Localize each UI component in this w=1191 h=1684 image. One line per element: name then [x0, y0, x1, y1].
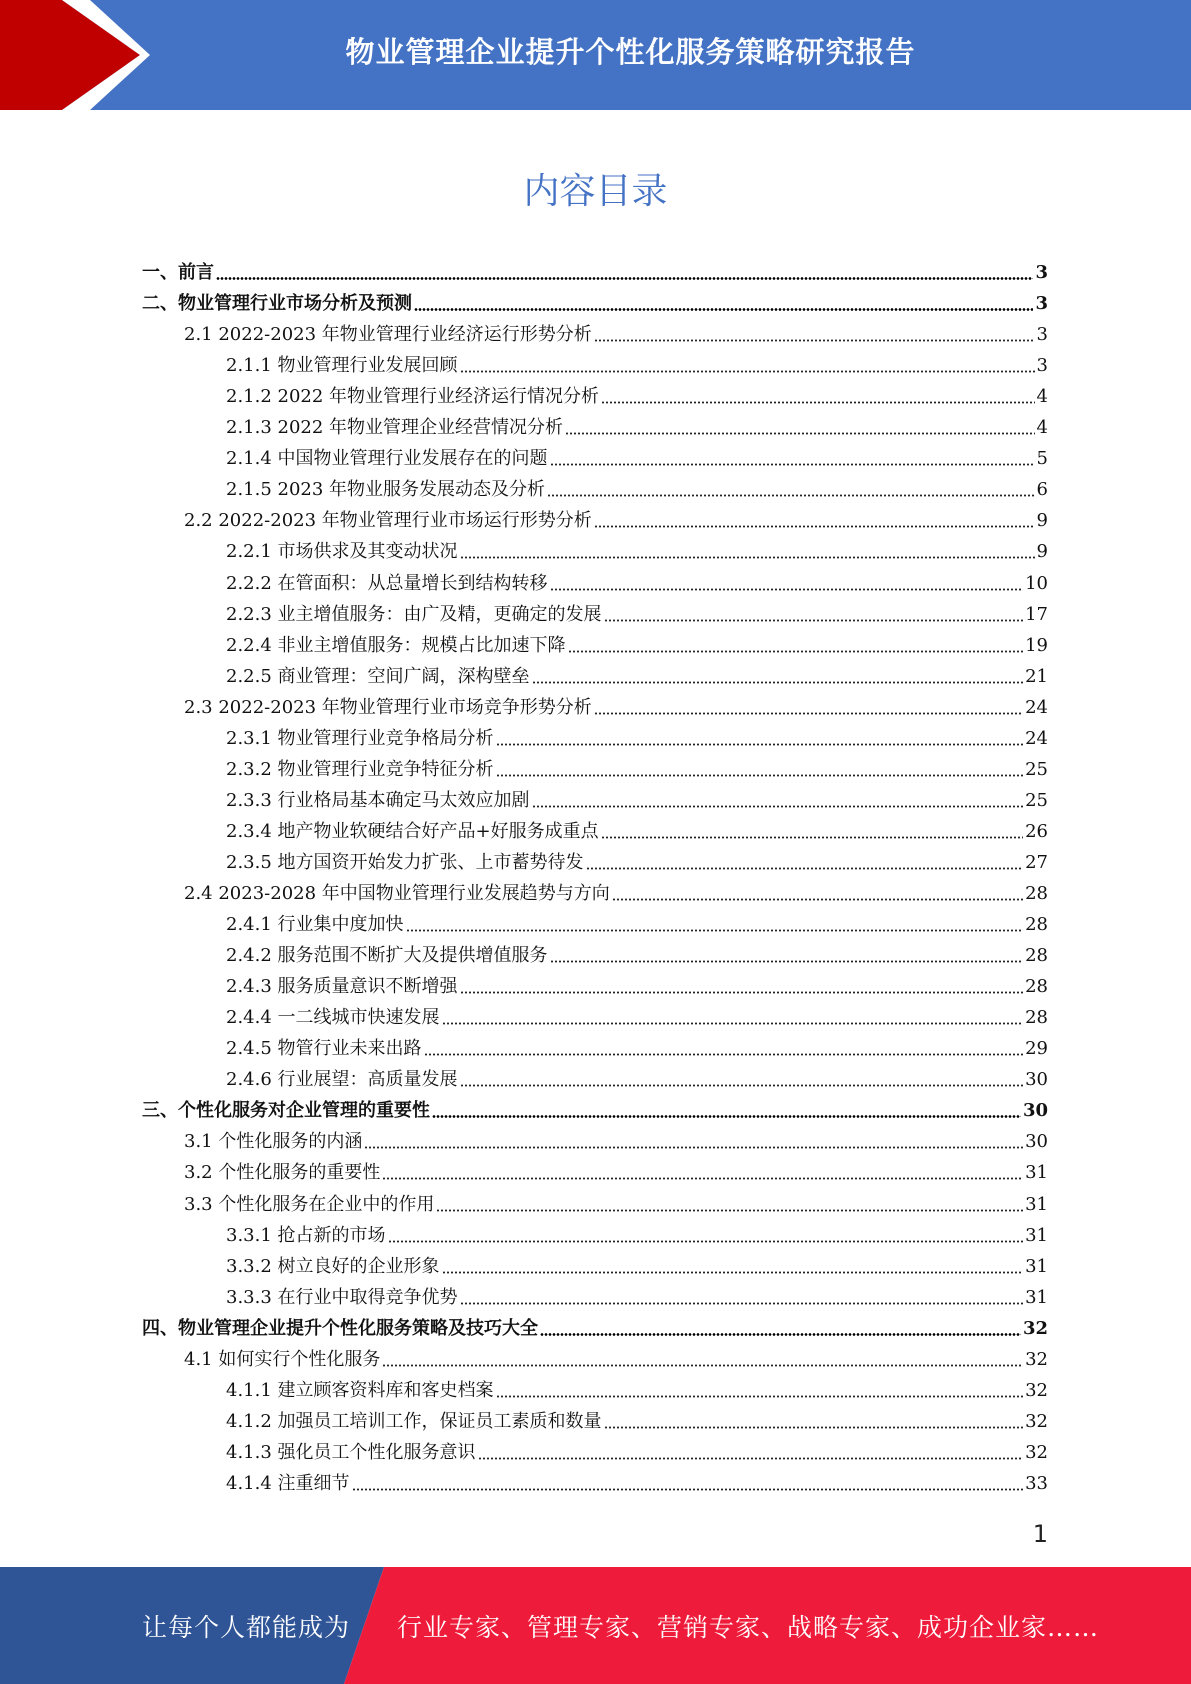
toc-entry-page: 26 — [1025, 820, 1048, 842]
toc-entry[interactable] — [226, 439, 1048, 470]
toc-leader-dots — [586, 867, 1024, 870]
toc-leader-dots — [612, 898, 1023, 901]
toc-entry-page: 28 — [1025, 976, 1048, 998]
toc-entry-title: 4.1.3 强化员工个性化服务意识 — [226, 1441, 476, 1463]
toc-entry-page: 21 — [1025, 665, 1048, 687]
toc-entry-title: 3.1 个性化服务的内涵 — [184, 1131, 363, 1153]
toc-entry-page: 5 — [1036, 448, 1048, 470]
toc-entry[interactable] — [226, 408, 1048, 439]
toc-entry-page: 32 — [1025, 1410, 1048, 1432]
toc-entry[interactable] — [142, 284, 1048, 315]
toc-leader-dots — [352, 1488, 1024, 1491]
footer-banner — [0, 1567, 1191, 1684]
toc-entry-page: 30 — [1025, 1069, 1048, 1091]
toc-leader-dots — [550, 960, 1024, 963]
toc-leader-dots — [532, 681, 1024, 684]
toc-entry-page: 24 — [1025, 727, 1048, 749]
toc-entry-title: 2.2.3 业主增值服务：由广及精，更确定的发展 — [226, 603, 602, 625]
toc-entry-title: 四、物业管理企业提升个性化服务策略及技巧大全 — [142, 1317, 538, 1339]
toc-entry-title: 2.4.4 一二线城市快速发展 — [226, 1007, 440, 1029]
toc-entry-title: 2.2 2022-2023 年物业管理行业市场运行形势分析 — [184, 510, 592, 532]
toc-entry-page: 31 — [1025, 1224, 1048, 1246]
toc-entry[interactable] — [184, 688, 1048, 719]
toc-entry-page: 32 — [1025, 1379, 1048, 1401]
toc-entry-page: 4 — [1036, 417, 1048, 439]
toc-entry[interactable] — [226, 564, 1048, 595]
toc-entry-page: 9 — [1036, 541, 1048, 563]
toc-leader-dots — [547, 494, 1034, 497]
toc-entry[interactable] — [184, 315, 1048, 346]
toc-entry-title: 三、个性化服务对企业管理的重要性 — [142, 1100, 430, 1122]
toc-leader-dots — [364, 1146, 1023, 1149]
toc-entry-title: 2.3.4 地产物业软硬结合好产品+好服务成重点 — [226, 820, 599, 842]
toc-leader-dots — [216, 277, 1033, 280]
toc-leader-dots — [594, 525, 1035, 528]
toc-leader-dots — [550, 588, 1024, 591]
toc-entry[interactable] — [226, 532, 1048, 563]
toc-leader-dots — [478, 1457, 1024, 1460]
toc-entry-title: 2.4 2023-2028 年中国物业管理行业发展趋势与方向 — [184, 883, 610, 904]
toc-entry-page: 19 — [1025, 634, 1048, 656]
toc-entry[interactable] — [226, 998, 1048, 1029]
toc-entry-title: 2.1 2022-2023 年物业管理行业经济运行形势分析 — [184, 324, 592, 346]
toc-entry-page: 24 — [1025, 696, 1048, 718]
header-banner — [0, 0, 1191, 110]
toc-entry-title: 2.3.1 物业管理行业竞争格局分析 — [226, 727, 494, 749]
toc-leader-dots — [388, 1240, 1024, 1243]
toc-entry-page: 29 — [1025, 1038, 1048, 1060]
toc-entry-title: 2.4.5 物管行业未来出路 — [226, 1038, 422, 1060]
toc-entry-page: 28 — [1025, 945, 1048, 967]
toc-entry-title: 2.3.2 物业管理行业竞争特征分析 — [226, 758, 494, 780]
toc-leader-dots — [601, 401, 1034, 404]
report-title: 物业管理企业提升个性化服务策略研究报告 — [345, 34, 916, 69]
toc-entry-page: 27 — [1025, 851, 1048, 873]
toc-entry[interactable] — [226, 1216, 1048, 1247]
toc-entry-page: 6 — [1036, 479, 1048, 501]
toc-entry-page: 25 — [1025, 758, 1048, 780]
toc-leader-dots — [496, 1395, 1024, 1398]
toc-entry-page: 3 — [1036, 355, 1048, 377]
toc-entry-page: 3 — [1036, 324, 1048, 346]
toc-entry-page: 3 — [1035, 262, 1048, 283]
toc-entry-title: 2.2.5 商业管理：空间广阔，深构壁垒 — [226, 665, 530, 687]
toc-entry[interactable] — [226, 595, 1048, 626]
toc-entry-title: 一、前言 — [142, 262, 214, 283]
toc-leader-dots — [550, 463, 1035, 466]
toc-entry-title: 2.1.2 2022 年物业管理行业经济运行情况分析 — [226, 386, 600, 408]
toc-entry[interactable] — [226, 750, 1048, 781]
toc-entry[interactable] — [226, 1247, 1048, 1278]
footer-slogan-right: 行业专家、管理专家、营销专家、战略专家、成功企业家…… — [397, 1612, 1100, 1642]
toc-entry[interactable] — [142, 253, 1048, 284]
toc-entry-page: 32 — [1025, 1441, 1048, 1463]
footer-slogan-left: 让每个人都能成为 — [142, 1612, 351, 1642]
toc-entry-title: 2.1.5 2023 年物业服务发展动态及分析 — [226, 479, 546, 501]
toc-leader-dots — [460, 370, 1035, 373]
toc-entry[interactable] — [184, 501, 1048, 532]
toc-entry-title: 2.3.3 行业格局基本确定马太效应加剧 — [226, 789, 530, 811]
toc-entry[interactable] — [226, 346, 1048, 377]
toc-entry-title: 2.3 2022-2023 年物业管理行业市场竞争形势分析 — [184, 696, 592, 718]
toc-entry-page: 17 — [1025, 603, 1048, 625]
toc-heading: 内容目录 — [523, 171, 668, 212]
toc-entry[interactable] — [226, 781, 1048, 812]
page-number: 1 — [1032, 1520, 1048, 1548]
toc-entry[interactable] — [226, 1402, 1048, 1433]
toc-entry-title: 2.3.5 地方国资开始发力扩张、上市蓄势待发 — [226, 851, 584, 873]
toc-entry-page: 28 — [1025, 883, 1048, 904]
toc-entry-title: 3.2 个性化服务的重要性 — [184, 1162, 381, 1184]
toc-entry-page: 30 — [1025, 1131, 1048, 1153]
toc-entry-page: 31 — [1025, 1193, 1048, 1215]
toc-leader-dots — [604, 619, 1024, 622]
toc-entry[interactable] — [184, 1153, 1048, 1184]
toc-leader-dots — [496, 743, 1024, 746]
toc-leader-dots — [496, 774, 1024, 777]
toc-leader-dots — [436, 1209, 1023, 1212]
toc-entry-page: 31 — [1025, 1255, 1048, 1277]
toc-leader-dots — [424, 1053, 1024, 1056]
toc-entry-page: 30 — [1022, 1100, 1048, 1122]
toc-entry-title: 3.3.3 在行业中取得竞争优势 — [226, 1286, 458, 1308]
toc-entry-title: 2.2.4 非业主增值服务：规模占比加速下降 — [226, 634, 566, 656]
toc-entry-title: 2.2.1 市场供求及其变动状况 — [226, 541, 458, 563]
toc-entry[interactable] — [142, 1091, 1048, 1122]
toc-leader-dots — [414, 308, 1033, 311]
toc-entry-title: 4.1.4 注重细节 — [226, 1472, 350, 1494]
toc-entry[interactable] — [184, 1122, 1048, 1153]
toc-leader-dots — [442, 1271, 1024, 1274]
toc-entry-title: 2.4.2 服务范围不断扩大及提供增值服务 — [226, 945, 548, 967]
toc-entry[interactable] — [226, 967, 1048, 998]
toc-leader-dots — [601, 836, 1023, 839]
toc-entry[interactable] — [184, 1185, 1048, 1216]
toc-leader-dots — [604, 1426, 1024, 1429]
toc-leader-dots — [460, 1302, 1024, 1305]
toc-entry-page: 31 — [1025, 1162, 1048, 1184]
toc-entry[interactable] — [184, 874, 1048, 905]
toc-entry-title: 2.4.1 行业集中度加快 — [226, 914, 404, 936]
toc-leader-dots — [382, 1177, 1023, 1180]
toc-leader-dots — [460, 1084, 1024, 1087]
toc-leader-dots — [568, 650, 1024, 653]
toc-entry-title: 4.1 如何实行个性化服务 — [184, 1348, 381, 1370]
toc-leader-dots — [382, 1364, 1023, 1367]
toc-entry-page: 25 — [1025, 789, 1048, 811]
toc-entry-page: 4 — [1036, 386, 1048, 408]
toc-leader-dots — [406, 929, 1024, 932]
toc-entry-title: 3.3.2 树立良好的企业形象 — [226, 1255, 440, 1277]
toc-entry-title: 二、物业管理行业市场分析及预测 — [142, 293, 412, 315]
toc-entry[interactable] — [142, 1309, 1048, 1340]
toc-leader-dots — [432, 1115, 1021, 1118]
toc-entry-page: 28 — [1025, 914, 1048, 936]
toc-leader-dots — [532, 805, 1024, 808]
toc-entry[interactable] — [226, 1060, 1048, 1091]
toc-entry-page: 3 — [1035, 293, 1048, 315]
toc-leader-dots — [460, 991, 1024, 994]
toc-entry[interactable] — [226, 1029, 1048, 1060]
toc-entry-page: 32 — [1022, 1317, 1048, 1339]
toc-leader-dots — [565, 432, 1034, 435]
toc-entry-title: 2.4.6 行业展望：高质量发展 — [226, 1069, 458, 1091]
toc-entry[interactable] — [226, 905, 1048, 936]
toc-entry-page: 10 — [1025, 572, 1048, 594]
toc-leader-dots — [594, 712, 1023, 715]
toc-leader-dots — [540, 1333, 1021, 1336]
toc-entry-page: 9 — [1036, 510, 1048, 532]
toc-entry-title: 2.1.3 2022 年物业管理企业经营情况分析 — [226, 417, 564, 439]
toc-entry[interactable] — [226, 626, 1048, 657]
toc-entry[interactable] — [226, 657, 1048, 688]
toc-entry-page: 28 — [1025, 1007, 1048, 1029]
toc-entry-page: 31 — [1025, 1286, 1048, 1308]
toc-entry[interactable] — [184, 1340, 1048, 1371]
toc-entry[interactable] — [226, 1433, 1048, 1464]
toc-entry-title: 4.1.2 加强员工培训工作，保证员工素质和数量 — [226, 1410, 602, 1432]
toc-entry-title: 2.4.3 服务质量意识不断增强 — [226, 976, 458, 998]
toc-entry[interactable] — [226, 936, 1048, 967]
toc-entry-title: 3.3.1 抢占新的市场 — [226, 1224, 386, 1246]
toc-entry-title: 2.1.4 中国物业管理行业发展存在的问题 — [226, 448, 548, 470]
toc-entry-title: 3.3 个性化服务在企业中的作用 — [184, 1193, 435, 1215]
toc-leader-dots — [594, 339, 1035, 342]
toc-leader-dots — [442, 1022, 1024, 1025]
toc-entry[interactable] — [226, 1464, 1048, 1495]
toc-leader-dots — [460, 556, 1035, 559]
toc-entry-title: 2.1.1 物业管理行业发展回顾 — [226, 355, 458, 377]
toc-entry-page: 33 — [1025, 1472, 1048, 1494]
toc-entry[interactable] — [226, 470, 1048, 501]
toc-entry[interactable] — [226, 377, 1048, 408]
toc-entry[interactable] — [226, 812, 1048, 843]
toc-entry-title: 4.1.1 建立顾客资料库和客史档案 — [226, 1379, 494, 1401]
toc-entry[interactable] — [226, 719, 1048, 750]
toc-entry-title: 2.2.2 在管面积：从总量增长到结构转移 — [226, 572, 548, 594]
toc-entry[interactable] — [226, 1278, 1048, 1309]
toc-entry[interactable] — [226, 1371, 1048, 1402]
toc-entry-page: 32 — [1025, 1348, 1048, 1370]
toc-entry[interactable] — [226, 843, 1048, 874]
